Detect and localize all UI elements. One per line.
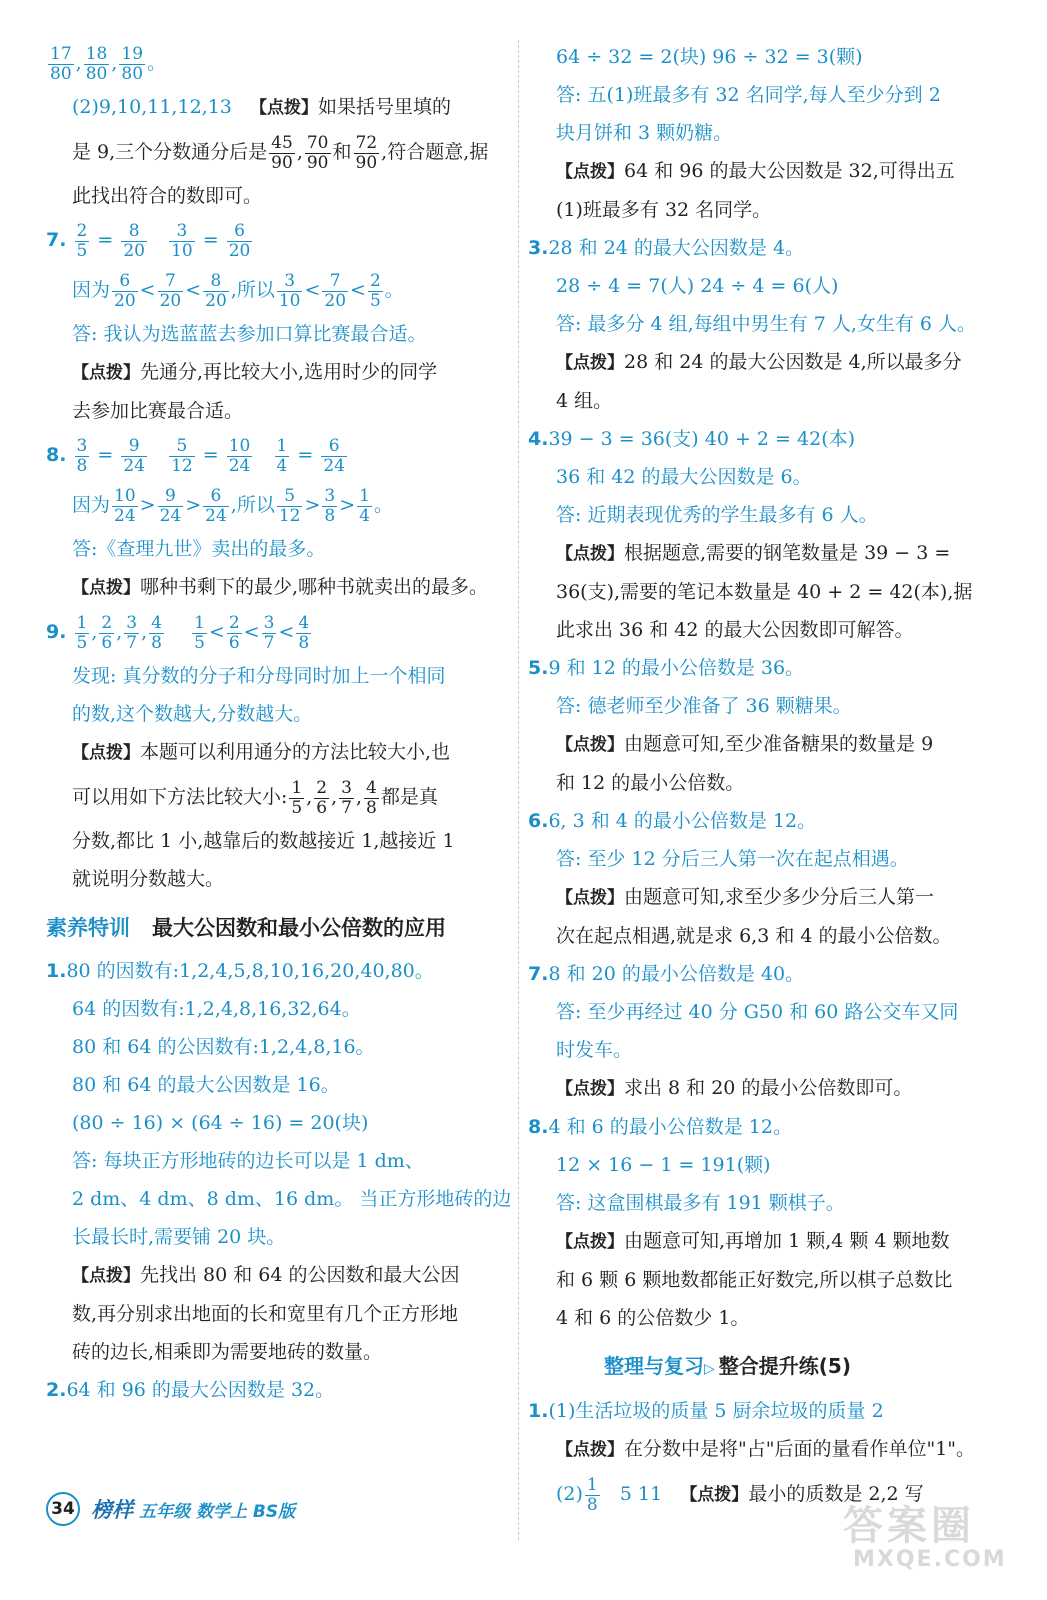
brand-logo: 榜样 — [91, 1498, 134, 1522]
section-question-2: 2.64 和 96 的最大公因数是 32。 — [46, 1379, 335, 1401]
question-8-right-tip: 4 和 6 的公倍数少 1。 — [556, 1307, 750, 1329]
review-question-1-tip: 【点拨】在分数中是将"占"后面的量看作单位"1"。 — [556, 1438, 976, 1460]
question-9-tip: 分数,都比 1 小,越靠后的数越接近 1,越接近 1 — [72, 830, 455, 852]
question-6-tip: 【点拨】由题意可知,求至少多少分后三人第一 — [556, 886, 935, 908]
question-3-step: 28 ÷ 4 = 7(人) 24 ÷ 4 = 6(人) — [556, 275, 839, 297]
tip-line: 是 9,三个分数通分后是 $\frac{45}{90}$ , $\frac{70}{90}$ 和 $\frac{72}{90}$ ,符合题意,据 — [72, 132, 489, 173]
question-2-tip: 【点拨】64 和 96 的最大公因数是 32,可得出五 — [556, 160, 955, 182]
page-number: 34 — [46, 1492, 80, 1526]
question-9: 9. $\frac{1}{5}$ , $\frac{2}{6}$ , $\frac{3}{7}$ , $\frac{4}{8}$ $\frac{1}{5}$ < $\frac{2}{6}$ < $\frac{3}{7}$ < $\frac{4}{8}$ — [46, 612, 310, 653]
question-4-answer: 答: 近期表现优秀的学生最多有 6 人。 — [556, 504, 878, 526]
question-4-tip: 此求出 36 和 42 的最大公因数即可解答。 — [556, 619, 914, 641]
question-6: 6.6, 3 和 4 的最小公倍数是 12。 — [528, 810, 817, 832]
question-8-compare: 因为 $\frac{10}{24}$ > $\frac{9}{24}$ > $\frac{6}{24}$ ,所以 $\frac{5}{12}$ > $\frac{3}{8}$ > $\frac{1}{4}$ 。 — [72, 485, 393, 526]
question-9-tip: 【点拨】本题可以利用通分的方法比较大小,也 — [72, 741, 451, 763]
question-4: 4.39 − 3 = 36(支) 40 + 2 = 42(本) — [528, 428, 856, 450]
question-7-answer: 答: 我认为选蓝蓝去参加口算比赛最合适。 — [72, 323, 427, 345]
question-3-answer: 答: 最多分 4 组,每组中男生有 7 人,女生有 6 人。 — [556, 313, 977, 335]
question-2-answer: 块月饼和 3 颗奶糖。 — [556, 122, 733, 144]
question-8-right-answer: 答: 这盒围棋最多有 191 颗棋子。 — [556, 1192, 845, 1214]
review-question-1: 1.(1)生活垃圾的质量 5 厨余垃圾的质量 2 — [528, 1400, 884, 1422]
question-9-answer: 的数,这个数越大,分数越大。 — [72, 703, 313, 725]
question-5-tip: 【点拨】由题意可知,至少准备糖果的数量是 9 — [556, 733, 934, 755]
section-question-1-tip: 砖的边长,相乘即为需要地砖的数量。 — [72, 1341, 383, 1363]
question-9-tip: 可以用如下方法比较大小: $\frac{1}{5}$ , $\frac{2}{6}$ , $\frac{3}{7}$ , $\frac{4}{8}$ 都是真 — [72, 777, 438, 818]
question-9-tip: 就说明分数越大。 — [72, 868, 225, 890]
section-heading: 素养特训 最大公因数和最小公倍数的应用 — [46, 916, 446, 940]
section-question-1-step: (80 ÷ 16) × (64 ÷ 16) = 20(块) — [72, 1112, 369, 1134]
question-7-tip: 【点拨】先通分,再比较大小,选用时少的同学 — [72, 361, 438, 383]
question-4-tip: 【点拨】根据题意,需要的钢笔数量是 39 − 3 = — [556, 542, 951, 564]
question-6-tip: 次在起点相遇,就是求 6,3 和 4 的最小公倍数。 — [556, 925, 952, 947]
question-9-answer: 发现: 真分数的分子和分母同时加上一个相同 — [72, 665, 446, 687]
question-8-right-step: 12 × 16 − 1 = 191(颗) — [556, 1154, 771, 1176]
question-8-right-tip: 【点拨】由题意可知,再增加 1 颗,4 颗 4 颗地数 — [556, 1230, 950, 1252]
question-4-tip: 36(支),需要的笔记本数量是 40 + 2 = 42(本),据 — [556, 581, 973, 603]
section-question-1-answer: 2 dm、4 dm、8 dm、16 dm。 当正方形地砖的边 — [72, 1188, 512, 1210]
section-question-1-step: 80 和 64 的公因数有:1,2,4,8,16。 — [72, 1036, 375, 1058]
question-7-right-answer: 时发车。 — [556, 1039, 633, 1061]
section-question-1: 1.80 的因数有:1,2,4,5,8,10,16,20,40,80。 — [46, 960, 434, 982]
triangle-right-icon: ▷ — [704, 1361, 715, 1377]
question-8-tip: 【点拨】哪种书剩下的最少,哪种书就卖出的最多。 — [72, 576, 489, 598]
question-6-answer: 答: 至少 12 分后三人第一次在起点相遇。 — [556, 848, 909, 870]
section-question-1-answer: 答: 每块正方形地砖的边长可以是 1 dm、 — [72, 1150, 424, 1172]
tip-line: 此找出符合的数即可。 — [72, 185, 263, 207]
review-question-1-part2: (2) $\frac{1}{8}$ 5 11 【点拨】最小的质数是 2,2 写 — [556, 1474, 924, 1515]
question-8-answer: 答:《查理九世》卖出的最多。 — [72, 538, 326, 560]
answer-line: (2)9,10,11,12,13 【点拨】如果括号里填的 — [72, 96, 452, 118]
question-2-answer: 答: 五(1)班最多有 32 名同学,每人至少分到 2 — [556, 84, 941, 106]
question-3-tip: 【点拨】28 和 24 的最大公因数是 4,所以最多分 — [556, 351, 962, 373]
section-question-1-answer: 长最长时,需要铺 20 块。 — [72, 1226, 286, 1248]
question-8: 8. $\frac{3}{8}$ = $\frac{9}{24}$ $\frac{5}{12}$ = $\frac{10}{24}$ $\frac{1}{4}$ = $\frac{6}{24}$ — [46, 435, 345, 476]
left-column — [46, 38, 512, 1409]
question-8-right-tip: 和 6 颗 6 颗地数都能正好数完,所以棋子总数比 — [556, 1269, 953, 1291]
review-section-heading: 整理与复习▷ 整合提升练(5) — [604, 1354, 851, 1378]
question-5-answer: 答: 德老师至少准备了 36 颗糖果。 — [556, 695, 852, 717]
question-2-tip: (1)班最多有 32 名同学。 — [556, 199, 772, 221]
question-5: 5.9 和 12 的最小公倍数是 36。 — [528, 657, 805, 679]
page-footer — [46, 1492, 295, 1526]
right-column — [528, 38, 998, 1520]
question-4-step: 36 和 42 的最大公因数是 6。 — [556, 466, 812, 488]
question-7-right-answer: 答: 至少再经过 40 分 G50 和 60 路公交车又同 — [556, 1001, 959, 1023]
book-brand: 榜样 五年级 数学上 BS版 — [91, 1498, 296, 1522]
column-divider — [518, 40, 519, 1540]
question-7: 7. $\frac{2}{5}$ = $\frac{8}{20}$ $\frac{3}{10}$ = $\frac{6}{20}$ — [46, 220, 251, 261]
section-question-1-tip: 【点拨】先找出 80 和 64 的公因数和最大公因 — [72, 1264, 460, 1286]
question-7-right-tip: 【点拨】求出 8 和 20 的最小公倍数即可。 — [556, 1077, 913, 1099]
question-7-right: 7.8 和 20 的最小公倍数是 40。 — [528, 963, 805, 985]
question-7-compare: 因为 $\frac{6}{20}$ < $\frac{7}{20}$ < $\frac{8}{20}$ ,所以 $\frac{3}{10}$ < $\frac{7}{20}$ < $\frac{2}{5}$ 。 — [72, 270, 404, 311]
watermark: 答案圈 MXQE.COM — [843, 1503, 1007, 1572]
section-question-1-tip: 数,再分别求出地面的长和宽里有几个正方形地 — [72, 1303, 459, 1325]
section-question-1-step: 64 的因数有:1,2,4,8,16,32,64。 — [72, 998, 361, 1020]
section-question-1-step: 80 和 64 的最大公因数是 16。 — [72, 1074, 340, 1096]
question-3-tip: 4 组。 — [556, 390, 613, 412]
question-5-tip: 和 12 的最小公倍数。 — [556, 772, 745, 794]
fraction-line: $\frac{17}{80}$ , $\frac{18}{80}$ , $\frac{19}{80}$ 。 — [50, 43, 167, 84]
question-7-tip: 去参加比赛最合适。 — [72, 400, 244, 422]
question-2-step: 64 ÷ 32 = 2(块) 96 ÷ 32 = 3(颗) — [556, 46, 863, 68]
question-3: 3.28 和 24 的最大公因数是 4。 — [528, 237, 805, 259]
question-8-right: 8.4 和 6 的最小公倍数是 12。 — [528, 1116, 792, 1138]
